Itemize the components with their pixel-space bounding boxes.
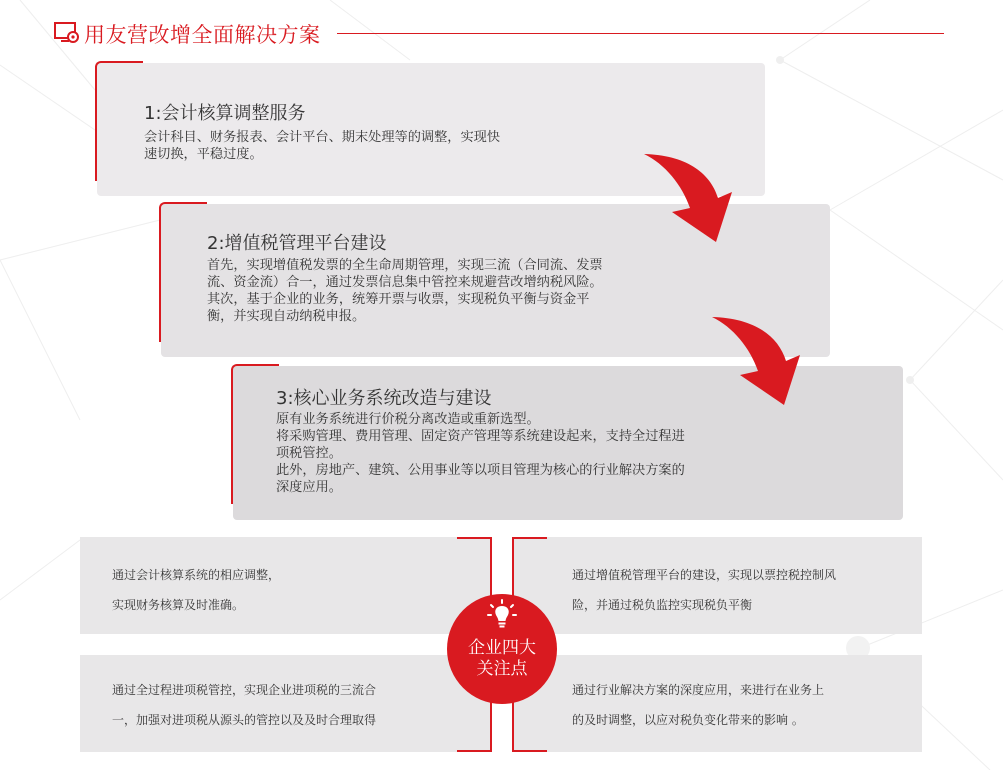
service-description	[276, 411, 685, 496]
focus-box-bottom-right	[512, 655, 922, 752]
frame-line	[512, 750, 547, 752]
frame-line	[490, 537, 492, 599]
center-label-line-1: 企业四大	[468, 638, 536, 658]
service-title: 2:增值税管理平台建设	[207, 233, 387, 254]
title-divider	[337, 33, 944, 34]
center-label-line-2: 关注点	[476, 659, 528, 679]
curved-arrow-icon	[708, 313, 828, 408]
focus-text	[572, 675, 824, 735]
focus-box-top-right	[512, 537, 922, 634]
description-line: 流、资金流）合一，通过发票信息集中管控来规避营改增纳税风险。	[207, 275, 603, 290]
focus-line: 通过增值税管理平台的建设，实现以票控税控制风	[572, 568, 837, 582]
focus-line: 一，加强对进项税从源头的管控以及及时合理取得	[112, 713, 377, 727]
focus-line: 通过全过程进项税管控，实现企业进项税的三流合	[112, 683, 377, 697]
page-title: 用友营改增全面解决方案	[84, 23, 321, 47]
service-description	[207, 257, 603, 325]
description-line: 将采购管理、费用管理、固定资产管理等系统建设起来，支持全过程进	[276, 429, 685, 444]
description-line: 项税管控。	[276, 446, 342, 461]
description-line: 原有业务系统进行价税分离改造或重新选型。	[276, 412, 540, 427]
focus-text	[112, 560, 280, 620]
focus-box-bottom-left	[80, 655, 492, 752]
frame-line	[512, 537, 547, 539]
description-line: 会计科目、财务报表、会计平台、期末处理等的调整，实现快	[144, 130, 501, 145]
frame-line	[512, 537, 514, 599]
description-line: 衡，并实现自动纳税申报。	[207, 309, 366, 324]
focus-line: 的及时调整，以应对税负变化带来的影响 。	[572, 713, 804, 727]
lightbulb-icon	[485, 598, 519, 632]
focus-line: 通过会计核算系统的相应调整，	[112, 568, 281, 582]
focus-center-badge	[447, 594, 557, 704]
card-accent-corner	[95, 61, 143, 181]
focus-line: 实现财务核算及时准确。	[112, 598, 245, 612]
section-header	[54, 18, 944, 48]
focus-text	[112, 675, 376, 735]
service-description	[144, 129, 500, 163]
description-line: 速切换，平稳过度。	[144, 147, 263, 162]
focus-line: 险，并通过税负监控实现税负平衡	[572, 598, 753, 612]
description-line: 此外，房地产、建筑、公用事业等以项目管理为核心的行业解决方案的	[276, 463, 685, 478]
service-title: 3:核心业务系统改造与建设	[276, 388, 492, 409]
card-accent-corner	[159, 202, 207, 342]
frame-line	[457, 537, 492, 539]
curved-arrow-icon	[640, 150, 760, 245]
frame-line	[490, 700, 492, 752]
service-title: 1:会计核算调整服务	[144, 103, 306, 124]
card-accent-corner	[231, 364, 279, 504]
monitor-gear-icon	[54, 21, 80, 45]
frame-line	[512, 700, 514, 752]
focus-text	[572, 560, 836, 620]
focus-line: 通过行业解决方案的深度应用，来进行在业务上	[572, 683, 825, 697]
description-line: 其次，基于企业的业务，统筹开票与收票，实现税负平衡与资金平	[207, 292, 590, 307]
frame-line	[457, 750, 492, 752]
description-line: 深度应用。	[276, 480, 342, 495]
focus-box-top-left	[80, 537, 492, 634]
description-line: 首先，实现增值税发票的全生命周期管理，实现三流（合同流、发票	[207, 258, 603, 273]
